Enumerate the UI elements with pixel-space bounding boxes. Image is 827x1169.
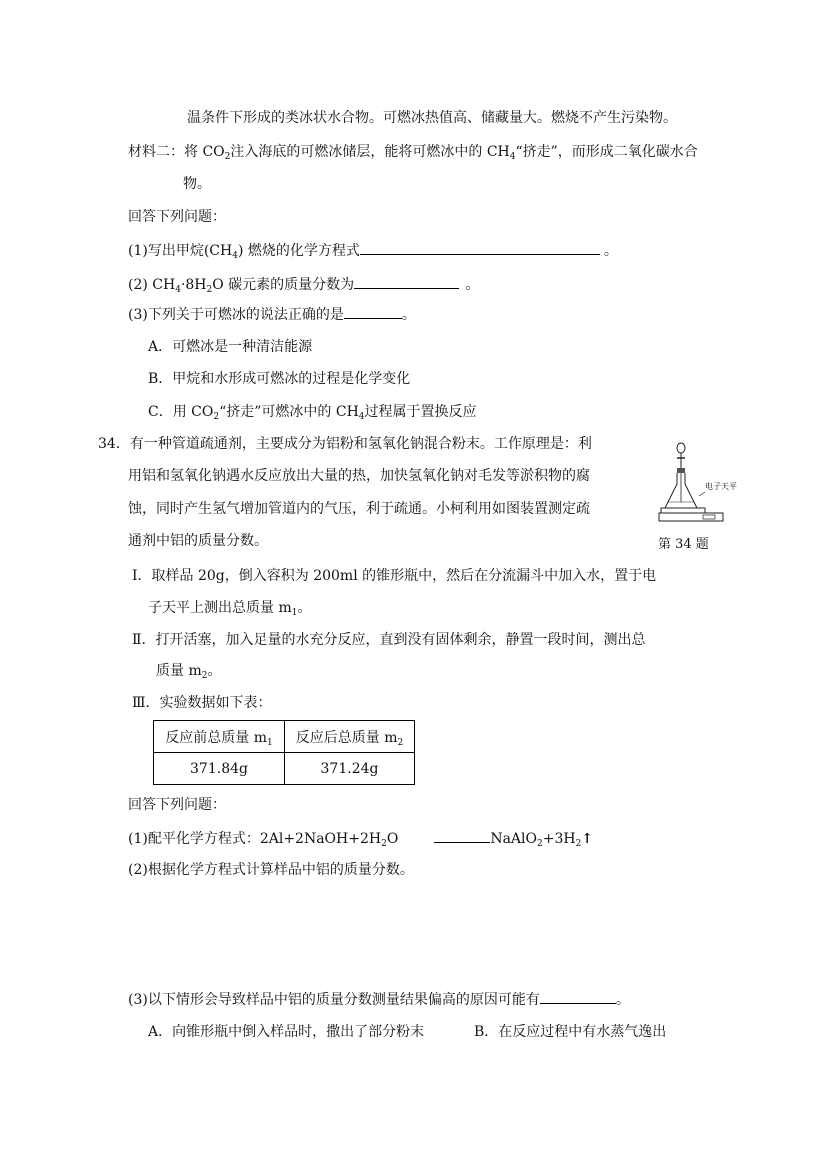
q34-1-text-c: NaAlO xyxy=(490,831,537,847)
option-34-a: A．向锥形瓶中倒入样品时，撒出了部分粉末 xyxy=(148,1024,425,1040)
question-34-1: (1)配平化学方程式：$2Al+2NaOH+2H_2O$ $NaAlO_2+3H_2↑$ xyxy=(128,828,593,849)
electronic-balance-icon xyxy=(659,513,723,521)
funnel-bulb-icon xyxy=(677,443,685,453)
q33-1-end: 。 xyxy=(603,243,618,259)
question-33-1: (1)写出甲烷$(CH_4)$ 燃烧的化学方程式 。 xyxy=(128,240,618,261)
question-33-2: (2) $CH_4\cdot 8H_2O$ 碳元素的质量分数为 。 xyxy=(128,274,479,295)
stopper-icon xyxy=(677,468,685,473)
figure-label: 电子天平 xyxy=(705,482,737,491)
answer-blank-33-1[interactable] xyxy=(360,240,600,255)
q33-c-text-b: “挤走”可燃冰中的 CH xyxy=(219,404,359,420)
q33-c-text-a: C．用 CO xyxy=(148,404,214,420)
q34-3-end: 。 xyxy=(615,992,630,1008)
q34-1-text-b: O xyxy=(386,831,399,847)
answer-blank-34-3[interactable] xyxy=(540,989,616,1004)
answer-blank-34-1[interactable] xyxy=(434,828,490,843)
gas-arrow-icon: ↑ xyxy=(581,831,594,847)
question-33-3 xyxy=(128,304,416,325)
question-34-intro-line1 xyxy=(98,434,592,454)
q33-1-text-a: (1)写出甲烷(CH xyxy=(128,243,233,259)
figure-caption: 第 34 题 xyxy=(658,537,709,552)
option-34-b: B．在反应过程中有水蒸气逸出 xyxy=(474,1024,667,1040)
question-number-34: 34． xyxy=(98,436,130,452)
step-3: Ⅲ．实验数据如下表： xyxy=(132,695,272,711)
q33-2-end: 。 xyxy=(465,277,480,293)
q33-3-text: (3)下列关于可燃冰的说法正确的是 xyxy=(128,307,344,323)
table-row xyxy=(154,753,415,785)
material2-text-b: 注入海底的可燃冰储层，能将可燃冰中的 CH xyxy=(230,144,510,160)
q33-3-end: 。 xyxy=(401,307,416,323)
material2-label: 材料二： xyxy=(128,144,184,160)
material1-text: 温条件下形成的类冰状水合物。可燃冰热值高、储藏量大。燃烧不产生污染物。 xyxy=(187,110,677,126)
option-33-c: C．用 $CO_2“$挤走”可燃冰中的 $CH_4$过程属于置换反应 xyxy=(148,404,477,422)
material2-text-c: “挤走”，而形成二氧化碳水合 xyxy=(515,144,698,160)
table-header-row xyxy=(154,721,415,753)
data-table xyxy=(153,720,415,785)
question-34-intro-line2: 用铝和氢氧化钠遇水反应放出大量的热，加快氢氧化钠对毛发等淤积物的腐 xyxy=(128,468,590,484)
table-header-text-2: 反应后总质量 m xyxy=(295,729,398,746)
q34-intro1: 有一种管道疏通剂，主要成分为铝粉和氢氧化钠混合粉末。工作原理是：利 xyxy=(129,436,592,452)
step-1-line2: 子天平上测出总质量 $m_1$。 xyxy=(148,600,312,618)
question-34-3 xyxy=(128,989,630,1010)
material2-text-a: 将 CO xyxy=(184,144,225,160)
table-header-text-1: 反应前总质量 m xyxy=(165,729,267,746)
step1-end: 。 xyxy=(297,600,312,616)
q33-1-text-b: ) 燃烧的化学方程式 xyxy=(237,243,360,259)
answer-prompt-q34: 回答下列问题： xyxy=(128,797,226,813)
q34-1-text-d: +3H xyxy=(542,831,576,847)
step-2-line1: Ⅱ．打开活塞，加入足量的水充分反应，直到没有固体剩余，静置一段时间，测出总 xyxy=(132,632,646,648)
material2-line2: 物。 xyxy=(183,176,211,192)
q34-3-text: (3)以下情形会导致样品中铝的质量分数测量结果偏高的原因可能有 xyxy=(128,992,540,1008)
step2-text: 质量 m xyxy=(156,663,202,679)
answer-blank-33-3[interactable] xyxy=(344,304,402,319)
q34-1-text-a: (1)配平化学方程式：2Al+2NaOH+2H xyxy=(128,831,382,847)
question-34-intro-line3: 蚀，同时产生氢气增加管道内的气压，利于疏通。小柯利用如图装置测定疏 xyxy=(128,501,590,517)
q33-2-text-a: (2) CH xyxy=(128,277,176,293)
step1-text: 子天平上测出总质量 m xyxy=(148,600,292,616)
option-33-a: A．可燃冰是一种清洁能源 xyxy=(148,339,313,355)
step-1-line1: Ⅰ．取样品 20g，倒入容积为 200ml 的锥形瓶中，然后在分流漏斗中加入水，置于电 xyxy=(132,568,657,584)
table-cell-before: 371.84g xyxy=(154,753,285,785)
table-header-cell-1: 反应前总质量 $m_1$ xyxy=(154,721,285,753)
material2-line1: 材料二：将 $CO_2$注入海底的可燃冰储层，能将可燃冰中的 $CH_4“$挤走”，而形成二氧化碳水合 xyxy=(128,144,698,162)
q33-2-text-c: O 碳元素的质量分数为 xyxy=(212,277,355,293)
answer-blank-33-2[interactable] xyxy=(354,274,459,289)
table-header-cell-2: 反应后总质量 $m_2$ xyxy=(285,721,415,753)
question-34-intro-line4: 通剂中铝的质量分数。 xyxy=(128,533,268,549)
q33-2-text-b: ·8H xyxy=(180,277,207,293)
table-cell-after: 371.24g xyxy=(285,753,415,785)
question-34-2: (2)根据化学方程式计算样品中铝的质量分数。 xyxy=(128,862,414,878)
answer-prompt-q33: 回答下列问题： xyxy=(128,209,226,225)
q33-c-text-c: 过程属于置换反应 xyxy=(364,404,477,420)
option-33-b: B．甲烷和水形成可燃冰的过程是化学变化 xyxy=(148,371,411,387)
step-2-line2: 质量 $m_2$。 xyxy=(156,663,222,681)
step2-end: 。 xyxy=(207,663,222,679)
